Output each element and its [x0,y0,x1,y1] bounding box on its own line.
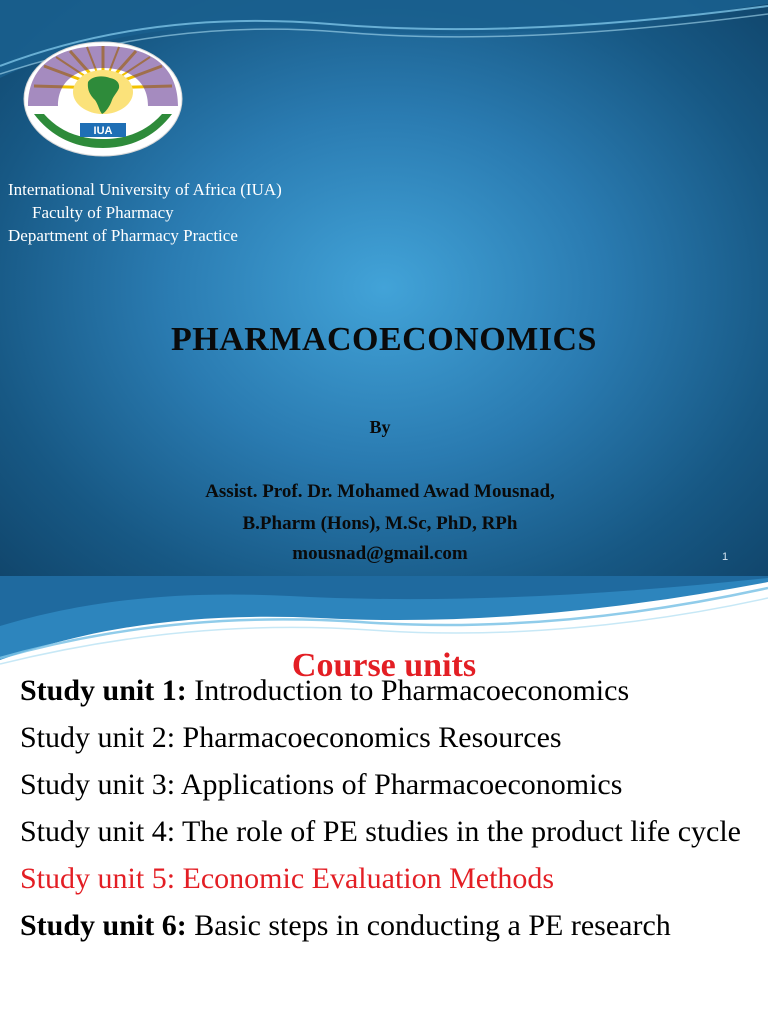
course-units-slide [0,576,768,1024]
study-unit-6 [20,909,750,943]
study-unit-3 [20,768,750,802]
study-unit-text: Study unit 4: The role of PE studies in the product life cycle [20,815,741,848]
logo-text: IUA [93,125,113,137]
study-unit-text: Study unit 2: Pharmacoeconomics Resources [20,721,562,754]
author-name: Assist. Prof. Dr. Mohamed Awad Mousnad, [205,481,555,502]
university-name: International University of Africa (IUA) [8,180,282,199]
study-unit-5 [20,862,750,896]
slide-number: 1 [722,551,729,563]
study-unit-text: Basic steps in conducting a PE research [186,909,671,942]
study-unit-prefix: Study unit 6: [20,909,187,942]
study-unit-4 [20,815,750,849]
study-unit-text: Study unit 5: Economic Evaluation Methods [20,862,555,895]
study-unit-2 [20,721,750,755]
study-unit-text: Introduction to Pharmacoeconomics [186,674,630,707]
study-units-list [20,674,750,956]
author-credentials: B.Pharm (Hons), M.Sc, PhD, RPh [242,513,518,534]
study-unit-1 [20,674,750,708]
author-email: mousnad@gmail.com [292,543,468,564]
iua-logo [22,40,184,158]
by-label: By [369,417,391,437]
presentation-title: PHARMACOECONOMICS [171,321,597,358]
study-unit-text: Study unit 3: Applications of Pharmacoeconomics [20,768,623,801]
study-unit-prefix: Study unit 1: [20,674,187,707]
course-units-heading: Course units [291,647,477,684]
department-name: Department of Pharmacy Practice [8,226,238,245]
faculty-name: Faculty of Pharmacy [32,203,174,222]
